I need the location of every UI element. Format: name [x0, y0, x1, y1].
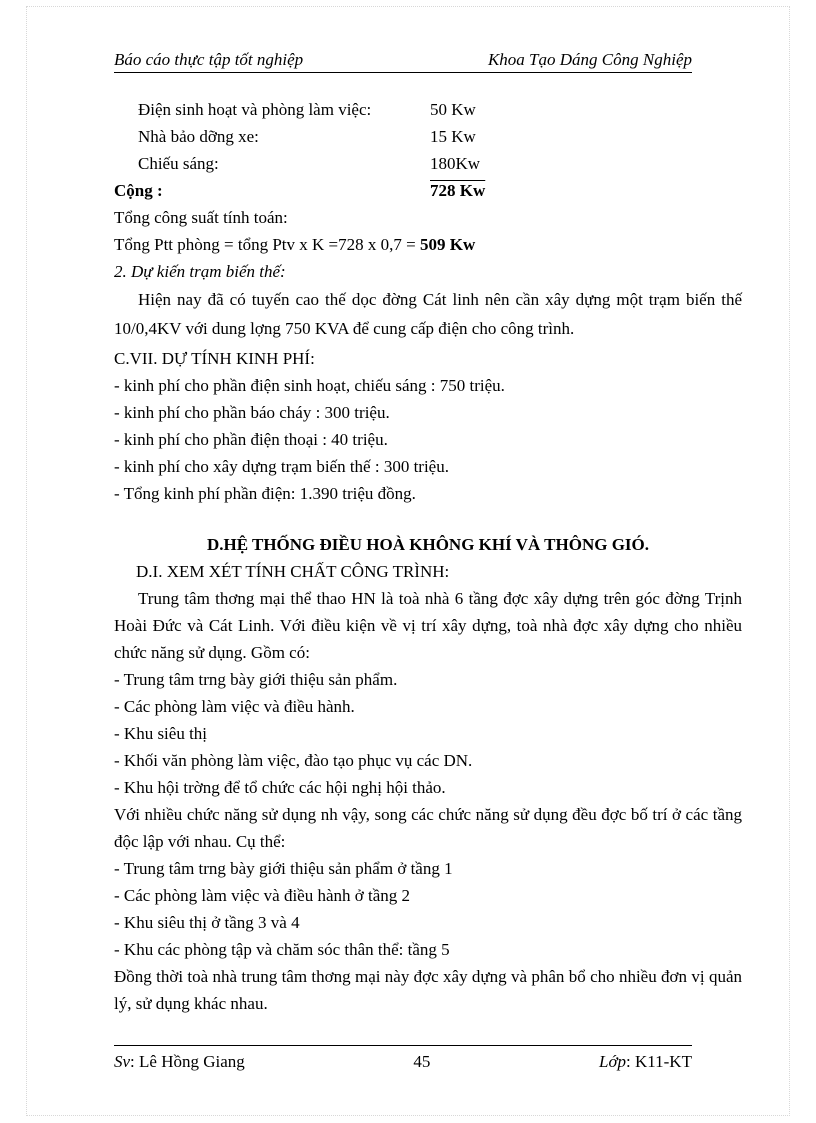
function-item: - Khu siêu thị: [114, 724, 208, 743]
d1-middle: Với nhiều chức năng sử dụng nh vậy, song các chức năng sử dụng đều đợc bố trí ở các tầng độc lập với nhau. Cụ thể:: [114, 805, 742, 851]
section-d1-title: D.I. XEM XÉT TÍNH CHẤT CÔNG TRÌNH:: [136, 562, 450, 581]
budget-item: - kinh phí cho phần điện sinh hoạt, chiếu sáng : 750 triệu.: [114, 376, 505, 395]
floor-item: - Khu các phòng tập và chăm sóc thân thể: tầng 5: [114, 940, 450, 959]
function-item: - Trung tâm trng bày giới thiệu sản phẩm.: [114, 670, 398, 689]
load-value: 50 Kw: [430, 100, 476, 119]
footer-class-label: Lớp: [599, 1052, 627, 1071]
load-value: 180Kw: [430, 154, 481, 173]
budget-item: - kinh phí cho phần báo cháy : 300 triệu.: [114, 403, 390, 422]
page-number: 45: [413, 1052, 431, 1071]
total-row: [114, 177, 742, 204]
footer-class: [599, 1052, 692, 1072]
transformer-text: Hiện nay đã có tuyến cao thế dọc đờng Cát linh nên cần xây dựng một trạm biến thế 10/0,4KV với dung lợng 750 KVA để cung cấp điện cho công trình.: [114, 290, 742, 338]
header-right: Khoa Tạo Dáng Công Nghiệp: [487, 50, 692, 69]
header-left: Báo cáo thực tập tốt nghiệp: [114, 50, 304, 69]
load-row: [114, 96, 742, 123]
section-d-title: D.HỆ THỐNG ĐIỀU HOÀ KHÔNG KHÍ VÀ THÔNG GIÓ.: [206, 535, 650, 554]
budget-item: - Tổng kinh phí phần điện: 1.390 triệu đồng.: [114, 484, 416, 503]
budget-item: - kinh phí cho xây dựng trạm biến thế : 300 triệu.: [114, 457, 449, 476]
page-body: [114, 96, 742, 1017]
function-item: - Khối văn phòng làm việc, đào tạo phục vụ các DN.: [114, 751, 473, 770]
footer-student-label: Sv: [114, 1052, 131, 1071]
function-item: - Các phòng làm việc và điều hành.: [114, 697, 355, 716]
total-value: 728 Kw: [430, 181, 486, 200]
load-label: Nhà bảo dỡng xe:: [138, 127, 259, 146]
budget-heading: C.VII. DỰ TÍNH KINH PHÍ:: [114, 349, 315, 368]
floor-item: - Khu siêu thị ở tầng 3 và 4: [114, 913, 300, 932]
calc-line: [114, 231, 742, 258]
calc-formula: Tổng Ptt phòng = tổng Ptv x K =728 x 0,7 =: [114, 235, 420, 254]
load-value: 15 Kw: [430, 127, 476, 146]
page-header: [114, 50, 692, 73]
calc-result: 509 Kw: [419, 235, 476, 254]
total-label: Cộng :: [114, 181, 163, 200]
footer-student: [114, 1052, 245, 1072]
load-row: [114, 123, 742, 150]
load-label: Điện sinh hoạt và phòng làm việc:: [138, 100, 372, 119]
floor-item: - Các phòng làm việc và điều hành ở tầng 2: [114, 886, 411, 905]
function-item: - Khu hội trờng để tổ chức các hội nghị hội thảo.: [114, 778, 446, 797]
footer-class-value: : K11-KT: [626, 1052, 692, 1071]
d1-end: Đồng thời toà nhà trung tâm thơng mại này đợc xây dựng và phân bổ cho nhiều đơn vị quản lý, sử dụng khác nhau.: [114, 967, 742, 1013]
footer-student-name: : Lê Hồng Giang: [130, 1052, 245, 1071]
load-row: [114, 150, 742, 177]
budget-item: - kinh phí cho phần điện thoại : 40 triệu.: [114, 430, 388, 449]
d1-intro: Trung tâm thơng mại thể thao HN là toà nhà 6 tầng đợc xây dựng trên góc đờng Trịnh Hoài Đức và Cát Linh. Với điều kiện về vị trí xây dựng, toà nhà đợc xây dựng cho nhiều chức năng sử dụng. Gồm có:: [114, 589, 742, 662]
calc-title: Tổng công suất tính toán:: [114, 208, 288, 227]
load-label: Chiếu sáng:: [138, 154, 219, 173]
floor-item: - Trung tâm trng bày giới thiệu sản phẩm ở tầng 1: [114, 859, 453, 878]
page-footer: [114, 1045, 692, 1072]
transformer-heading: 2. Dự kiến trạm biến thế:: [114, 262, 286, 281]
